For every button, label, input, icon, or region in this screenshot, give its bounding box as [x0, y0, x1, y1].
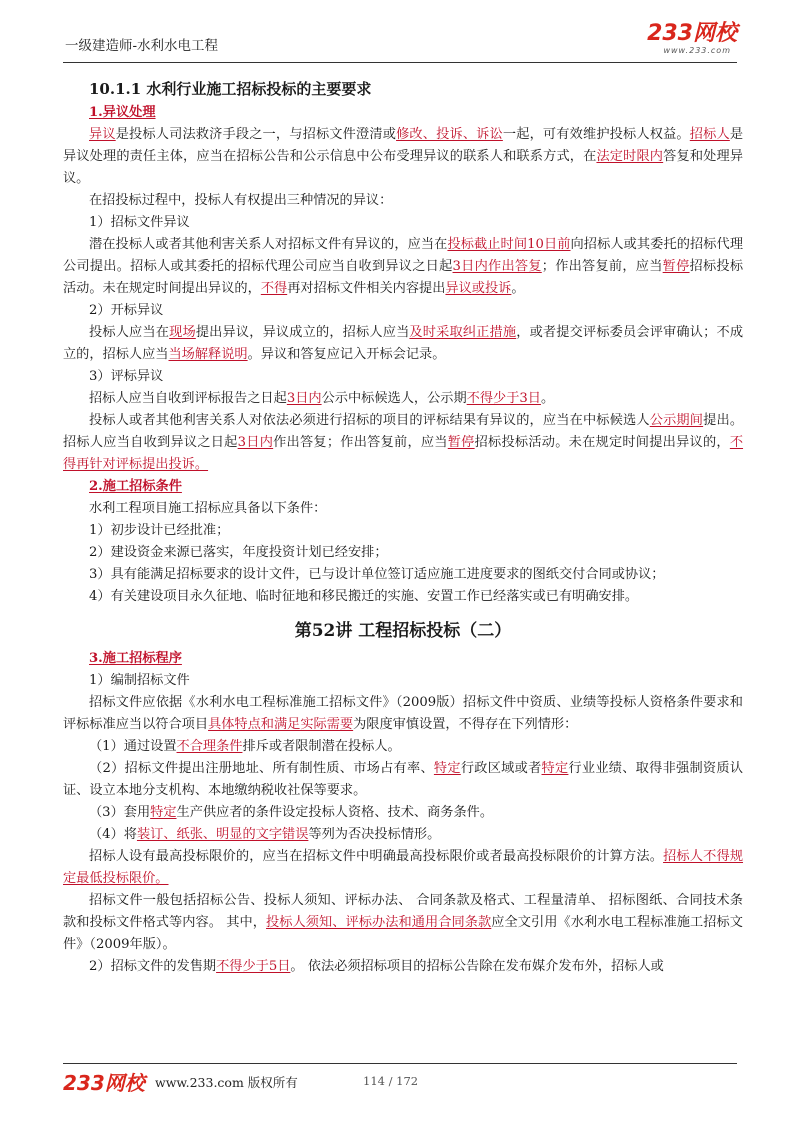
body-text: 招标文件一般包括招标公告、投标人须知、评标办法、 合同条款及格式、工程量清单、 招标图纸、合同技术条款和投标文件格式等内容。 其中，: [63, 893, 743, 930]
body-text: 3.施工招标程序: [89, 651, 182, 666]
paragraph: [63, 890, 743, 956]
paragraph: [63, 670, 743, 692]
emphasis-text: 不得少于5日: [216, 959, 291, 974]
footer-logo: 233网校: [63, 1071, 145, 1095]
page-content: [63, 76, 743, 978]
body-text: 招标人设有最高投标限价的，应当在招标文件中明确最高投标限价或者最高投标限价的计算方法。: [89, 849, 664, 864]
body-text: 招标文件应依据《水利水电工程标准施工招标文件》（2009版）招标文件中资质、业绩等投标人资格条件要求和评标标准应当以符合项目: [63, 695, 743, 732]
body-text: 。: [511, 281, 525, 296]
emphasis-text: 特定: [150, 805, 177, 820]
body-text: 。: [540, 391, 555, 406]
emphasis-text: 当场解释说明: [168, 347, 248, 362]
body-text: 招标投标活动。未在规定时间提出异议的，: [63, 259, 744, 296]
body-text: 公示中标候选人，公示期: [321, 391, 467, 406]
body-text: 1.异议处理: [89, 105, 156, 120]
paragraph-block-1: [63, 102, 743, 608]
emphasis-text: 招标人不得规定最低投标限价。: [63, 849, 744, 886]
body-text: 2）招标文件的发售期: [89, 959, 217, 974]
body-text: 1）初步设计已经批准；: [89, 523, 230, 538]
body-text: 提出。招标人应当自收到异议之日起: [63, 413, 744, 450]
body-text: 在招投标过程中，投标人有权提出三种情况的异议：: [89, 193, 393, 208]
body-text: 行政区域或者: [460, 761, 542, 776]
body-text: 2）开标异议: [89, 303, 164, 318]
body-text: 提出异议，异议成立的，招标人应当: [195, 325, 410, 340]
paragraph: [63, 476, 743, 498]
emphasis-text: 3日内: [286, 391, 322, 406]
section-title: 10.1.1 水利行业施工招标投标的主要要求: [89, 80, 372, 98]
paragraph: [63, 498, 743, 520]
paragraph: [63, 124, 743, 190]
body-text: （3）套用: [89, 805, 151, 820]
page-header: [63, 22, 737, 63]
logo-main-text: 233网校: [647, 21, 737, 46]
body-text: 。 依法必须招标项目的招标公告除在发布媒介发布外，招标人或: [290, 959, 664, 974]
body-text: 等列为否决投标情形。: [308, 827, 441, 842]
body-text: ；作出答复前，应当: [541, 259, 663, 274]
paragraph: [63, 366, 743, 388]
paragraph: [63, 692, 743, 736]
body-text: 是异议处理的责任主体，应当在招标公告和公示信息中公布受理异议的联系人和联系方式，在: [63, 127, 744, 164]
body-text: 生产供应者的条件设定投标人资格、技术、商务条件。: [176, 805, 494, 820]
body-text: 1）编制招标文件: [89, 673, 190, 688]
body-text: 再对招标文件相关内容提出: [287, 281, 446, 296]
emphasis-text: 法定时限内: [596, 149, 664, 164]
body-text: 水利工程项目施工招标应具备以下条件：: [89, 501, 327, 516]
brand-logo: [647, 22, 737, 56]
emphasis-text: 不合理条件: [176, 739, 243, 754]
body-text: 行业业绩、取得非强制资质认证、设立本地分支机构、本地缴纳税收社保等要求。: [63, 761, 744, 798]
paragraph: [63, 542, 743, 564]
emphasis-text: 修改、投诉、诉讼: [396, 127, 503, 142]
paragraph: [63, 190, 743, 212]
emphasis-text: 招标人: [689, 127, 730, 142]
body-text: （2）招标文件提出注册地址、所有制性质、市场占有率、: [89, 761, 434, 776]
page-number: 114 / 172: [363, 1074, 419, 1088]
emphasis-text: 投标截止时间10日前: [447, 237, 571, 252]
emphasis-text: 3日内作出答复: [452, 259, 542, 274]
paragraph: [63, 388, 743, 410]
emphasis-text: 暂停: [447, 435, 475, 450]
body-text: 是投标人司法救济手段之一，与招标文件澄清或: [115, 127, 397, 142]
body-text: 答复和处理异议。: [63, 149, 744, 186]
body-text: 应全文引用《水利水电工程标准施工招标文件》（2009年版）。: [63, 915, 743, 952]
lecture-title: 第52讲 工程招标投标（二）: [294, 621, 512, 641]
emphasis-text: 特定: [541, 761, 569, 776]
emphasis-text: 不得: [260, 281, 288, 296]
body-text: 向招标人或其委托的招标代理公司提出。招标人或其委托的招标代理公司应当自收到异议之日起: [63, 237, 744, 274]
body-text: （4）将: [89, 827, 137, 842]
body-text: ，或者提交评标委员会评审确认；不成立的，招标人应当: [63, 325, 744, 362]
emphasis-text: 3日内: [237, 435, 274, 450]
emphasis-text: 异议或投诉: [445, 281, 512, 296]
paragraph: [63, 846, 743, 890]
paragraph: [63, 300, 743, 322]
body-text: 排斥或者限制潜在投标人。: [242, 739, 401, 754]
body-text: 一起，可有效维护投标人权益。: [502, 127, 690, 142]
header-title: 一级建造师-水利水电工程: [65, 38, 219, 54]
body-text: 招标投标活动。未在规定时间提出异议的，: [474, 435, 730, 450]
body-text: 。异议和答复应记入开标会记录。: [247, 347, 446, 362]
paragraph: [63, 648, 743, 670]
paragraph: [63, 824, 743, 846]
paragraph: [63, 410, 743, 476]
paragraph: [63, 736, 743, 758]
emphasis-text: 装订、纸张、明显的文字错误: [136, 827, 309, 842]
emphasis-text: 公示期间: [649, 413, 704, 428]
paragraph: [63, 956, 743, 978]
emphasis-text: 具体特点和满足实际需要: [208, 717, 354, 732]
paragraph: [63, 322, 743, 366]
paragraph: [63, 564, 743, 586]
page-footer: [63, 1063, 737, 1094]
logo-sub-text: www.233.com: [663, 46, 731, 55]
emphasis-text: 不得再针对评标提出投诉。: [63, 435, 744, 472]
body-text: 招标人应当自收到评标报告之日起: [89, 391, 287, 406]
body-text: 4）有关建设项目永久征地、临时征地和移民搬迁的实施、安置工作已经落实或已有明确安排。: [89, 589, 639, 604]
body-text: 3）评标异议: [89, 369, 164, 384]
paragraph: [63, 520, 743, 542]
paragraph-block-2: [63, 648, 743, 978]
body-text: 2.施工招标条件: [89, 479, 182, 494]
body-text: 3）具有能满足招标要求的设计文件，已与设计单位签订适应施工进度要求的图纸交付合同或协议；: [89, 567, 665, 582]
emphasis-text: 特定: [433, 761, 461, 776]
paragraph: [63, 802, 743, 824]
paragraph: [63, 758, 743, 802]
paragraph: [63, 212, 743, 234]
emphasis-text: 不得少于3日: [466, 391, 541, 406]
emphasis-text: 现场: [169, 325, 196, 340]
body-text: 1）招标文件异议: [89, 215, 190, 230]
body-text: （1）通过设置: [89, 739, 177, 754]
body-text: 2）建设资金来源已落实，年度投资计划已经安排；: [89, 545, 388, 560]
footer-copyright: www.233.com 版权所有: [155, 1075, 298, 1090]
body-text: 投标人或者其他利害关系人对依法必须进行招标的项目的评标结果有异议的，应当在中标候选人: [89, 413, 650, 428]
emphasis-text: 暂停: [662, 259, 690, 274]
body-text: 投标人应当在: [89, 325, 170, 340]
body-text: 为限度审慎设置，不得存在下列情形：: [353, 717, 578, 732]
body-text: 潜在投标人或者其他利害关系人对招标文件有异议的，应当在: [89, 237, 448, 252]
emphasis-text: 及时采取纠正措施: [409, 325, 517, 340]
body-text: 作出答复；作出答复前，应当: [273, 435, 448, 450]
paragraph: [63, 102, 743, 124]
paragraph: [63, 586, 743, 608]
paragraph: [63, 234, 743, 300]
emphasis-text: 异议: [89, 127, 116, 142]
emphasis-text: 投标人须知、评标办法和通用合同条款: [266, 915, 492, 930]
